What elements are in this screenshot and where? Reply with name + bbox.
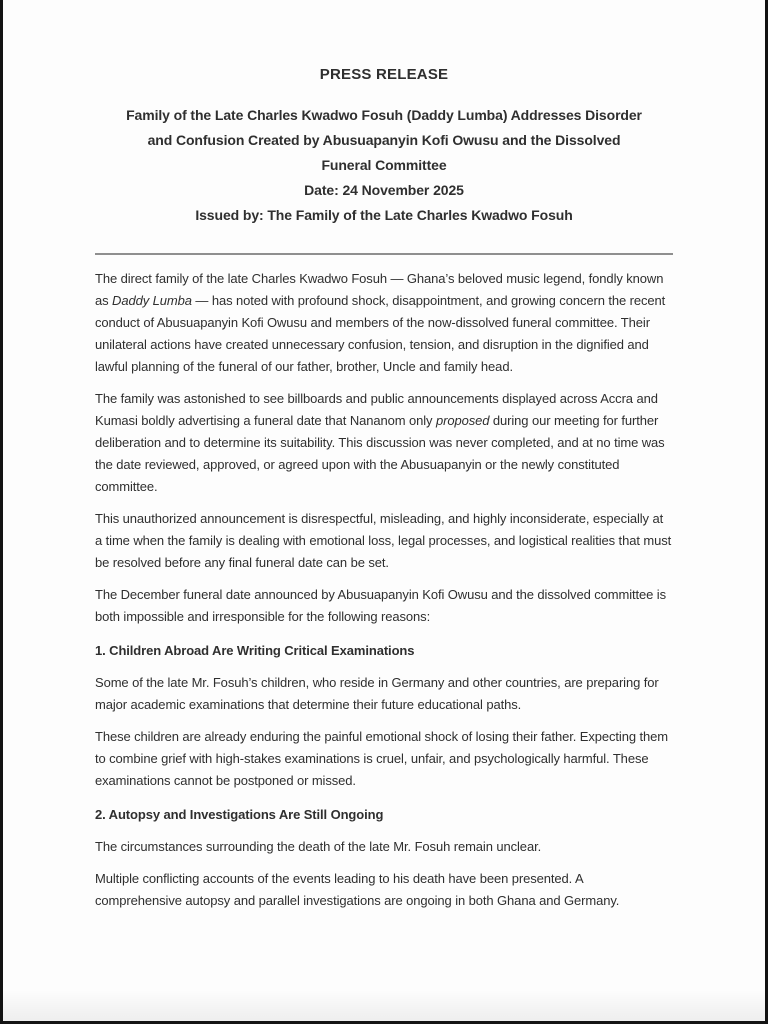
paragraph-investigations: Multiple conflicting accounts of the events leading to his death have been presented. A comprehensive autopsy and parallel investigations are ongoing in both Ghana and Germany. bbox=[95, 871, 620, 908]
press-release-heading: PRESS RELEASE bbox=[319, 66, 449, 83]
section-heading-1: 1. Children Abroad Are Writing Critical Examinations bbox=[95, 643, 415, 658]
paragraph-intro-text-2: — has noted with profound shock, disappointment, and growing concern the recent conduct of Abusuapanyin Kofi Owusu and members of the now-dissolved funeral committee. Their unilateral actions have created unnecessary confusion, tension, and disruption in the dignified and lawful planning of the funeral of our father, brother, Uncle and family head. bbox=[95, 293, 666, 374]
date-line: Date: 24 November 2025 bbox=[304, 182, 464, 198]
page-bottom-shade bbox=[3, 990, 765, 1024]
paragraph-billboards-text-2: during our meeting for further deliberation and to determine its suitability. This discussion was never completed, and at no time was the date reviewed, approved, or agreed upon with the Abusuapanyin or the newly constituted committee. bbox=[95, 413, 665, 494]
document-body bbox=[95, 268, 673, 912]
document-title-line-3: Funeral Committee bbox=[321, 157, 447, 173]
paragraph-intro bbox=[95, 268, 673, 378]
paragraph-intro-text-1: The direct family of the late Charles Kwadwo Fosuh — Ghana’s beloved music legend, fondly known as bbox=[95, 271, 664, 308]
paragraph-circumstances: The circumstances surrounding the death of the late Mr. Fosuh remain unclear. bbox=[95, 839, 542, 854]
document-title-line-2: and Confusion Created by Abusuapanyin Kofi Owusu and the Dissolved bbox=[147, 132, 621, 148]
paragraph-billboards-text-1: The family was astonished to see billboards and public announcements displayed across Accra and Kumasi boldly advertising a funeral date that Nananom only bbox=[95, 391, 658, 428]
paragraph-billboards bbox=[95, 388, 673, 498]
issued-by-line: Issued by: The Family of the Late Charles Kwadwo Fosuh bbox=[195, 207, 573, 223]
document-title bbox=[95, 103, 673, 228]
document-content bbox=[3, 0, 765, 912]
paragraph-unauthorized: This unauthorized announcement is disrespectful, misleading, and highly inconsiderate, especially at a time when the family is dealing with emotional loss, legal processes, and logistical realities that must be resolved before any final funeral date can be set. bbox=[95, 511, 672, 570]
paragraph-children-exams: Some of the late Mr. Fosuh’s children, who reside in Germany and other countries, are preparing for major academic examinations that determine their future educational paths. bbox=[95, 675, 659, 712]
document-title-line-1: Family of the Late Charles Kwadwo Fosuh (Daddy Lumba) Addresses Disorder bbox=[126, 107, 642, 123]
divider-rule bbox=[95, 253, 673, 255]
italic-proposed: proposed bbox=[435, 413, 490, 428]
paragraph-children-grief: These children are already enduring the painful emotional shock of losing their father. Expecting them to combine grief with high-stakes examinations is cruel, unfair, and psychologically harmful. These examinations cannot be postponed or missed. bbox=[95, 729, 668, 788]
section-heading-2: 2. Autopsy and Investigations Are Still Ongoing bbox=[95, 807, 384, 822]
italic-daddy-lumba: Daddy Lumba bbox=[112, 293, 192, 308]
paragraph-december-date: The December funeral date announced by Abusuapanyin Kofi Owusu and the dissolved committee is both impossible and irresponsible for the following reasons: bbox=[95, 587, 666, 624]
